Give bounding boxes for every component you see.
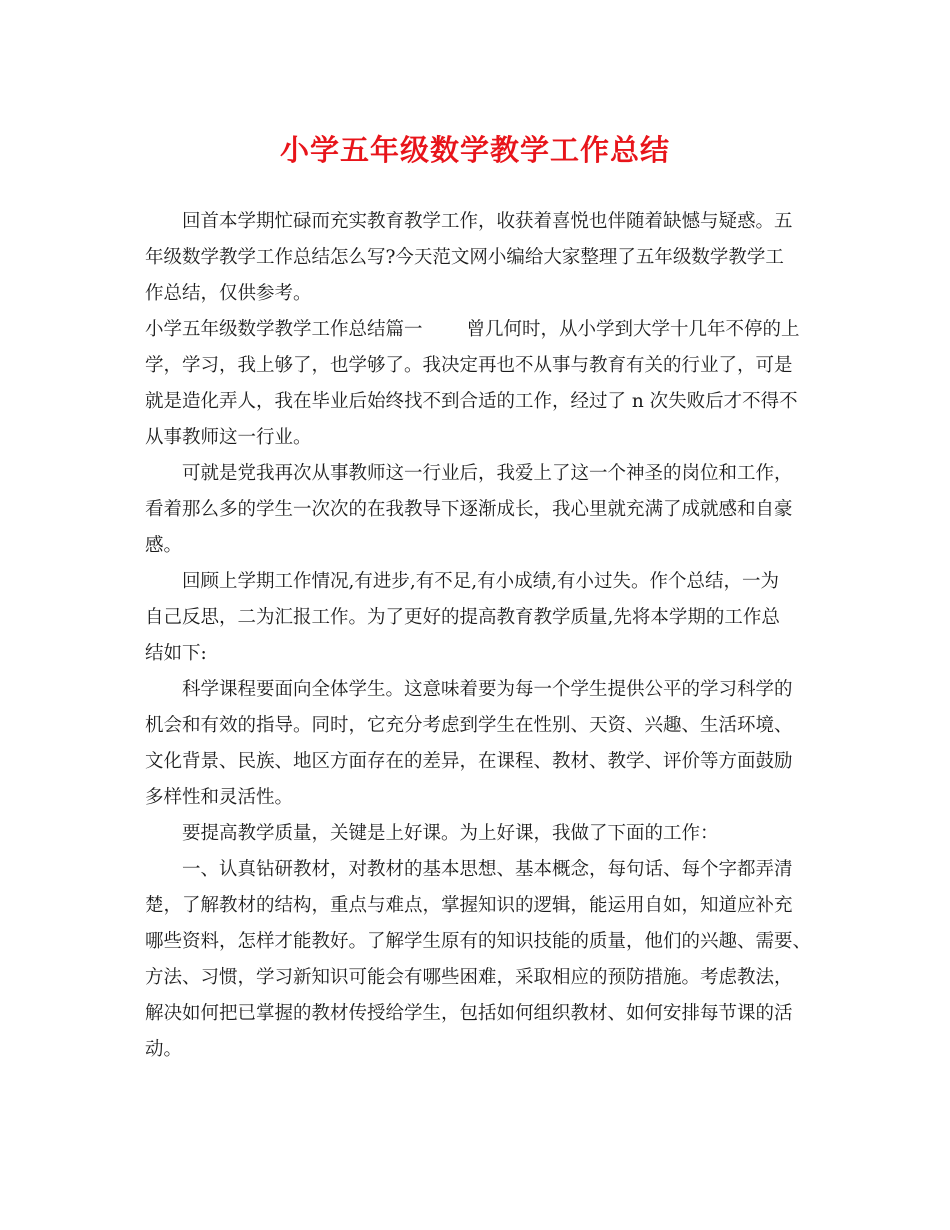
- paragraph-line: 动。: [145, 1039, 183, 1060]
- paragraph-line: 楚，了解教材的结构，重点与难点，掌握知识的逻辑，能运用自如，知道应补充: [145, 895, 793, 916]
- paragraph-line: 可就是党我再次从事教师这一行业后，我爱上了这一个神圣的岗位和工作，: [182, 463, 793, 484]
- paragraph-line: 回首本学期忙碌而充实教育教学工作，收获着喜悦也伴随着缺憾与疑惑。五: [182, 211, 793, 232]
- document-title: 小学五年级数学教学工作总结: [279, 133, 670, 167]
- paragraph-line: 一、认真钻研教材，对教材的基本思想、基本概念，每句话、每个字都弄清: [182, 859, 793, 880]
- paragraph-line: 文化背景、民族、地区方面存在的差异，在课程、教材、教学、评价等方面鼓励: [145, 751, 793, 772]
- paragraph-line: 要提高教学质量，关键是上好课。为上好课，我做了下面的工作：: [182, 823, 719, 844]
- paragraph-line: 哪些资料，怎样才能教好。了解学生原有的知识技能的质量，他们的兴趣、需要、: [145, 931, 812, 952]
- paragraph-line: 科学课程要面向全体学生。这意味着要为每一个学生提供公平的学习科学的: [182, 679, 793, 700]
- document-body: [145, 204, 813, 1068]
- paragraph-text: 曾几何时，从小学到大学十几年不停的上: [466, 319, 800, 340]
- paragraph-line: 感。: [145, 535, 183, 556]
- section-heading: 小学五年级数学教学工作总结篇一: [145, 319, 423, 340]
- section-heading-line: [145, 312, 813, 348]
- paragraph-line: 解决如何把已掌握的教材传授给学生，包括如何组织教材、如何安排每节课的活: [145, 1003, 793, 1024]
- paragraph-line: 学，学习，我上够了，也学够了。我决定再也不从事与教育有关的行业了，可是: [145, 355, 793, 376]
- paragraph-line: 作总结，仅供参考。: [145, 283, 312, 304]
- paragraph-line: 年级数学教学工作总结怎么写?今天范文网小编给大家整理了五年级数学教学工: [145, 247, 784, 268]
- paragraph-line: 回顾上学期工作情况,有进步,有不足,有小成绩,有小过失。作个总结，一为: [182, 571, 780, 592]
- paragraph-line: 多样性和灵活性。: [145, 787, 294, 808]
- paragraph-line: 自己反思，二为汇报工作。为了更好的提高教育教学质量,先将本学期的工作总: [145, 607, 780, 628]
- paragraph-line: 从事教师这一行业。: [145, 427, 312, 448]
- paragraph-line: 就是造化弄人，我在毕业后始终找不到合适的工作，经过了 n 次失败后才不得不: [145, 391, 798, 412]
- paragraph-line: 机会和有效的指导。同时，它充分考虑到学生在性别、天资、兴趣、生活环境、: [145, 715, 793, 736]
- paragraph-line: 方法、习惯，学习新知识可能会有哪些困难，采取相应的预防措施。考虑教法，: [145, 967, 793, 988]
- paragraph-line: 看着那么多的学生一次次的在我教导下逐渐成长，我心里就充满了成就感和自豪: [145, 499, 793, 520]
- paragraph-line: 结如下:: [145, 643, 207, 664]
